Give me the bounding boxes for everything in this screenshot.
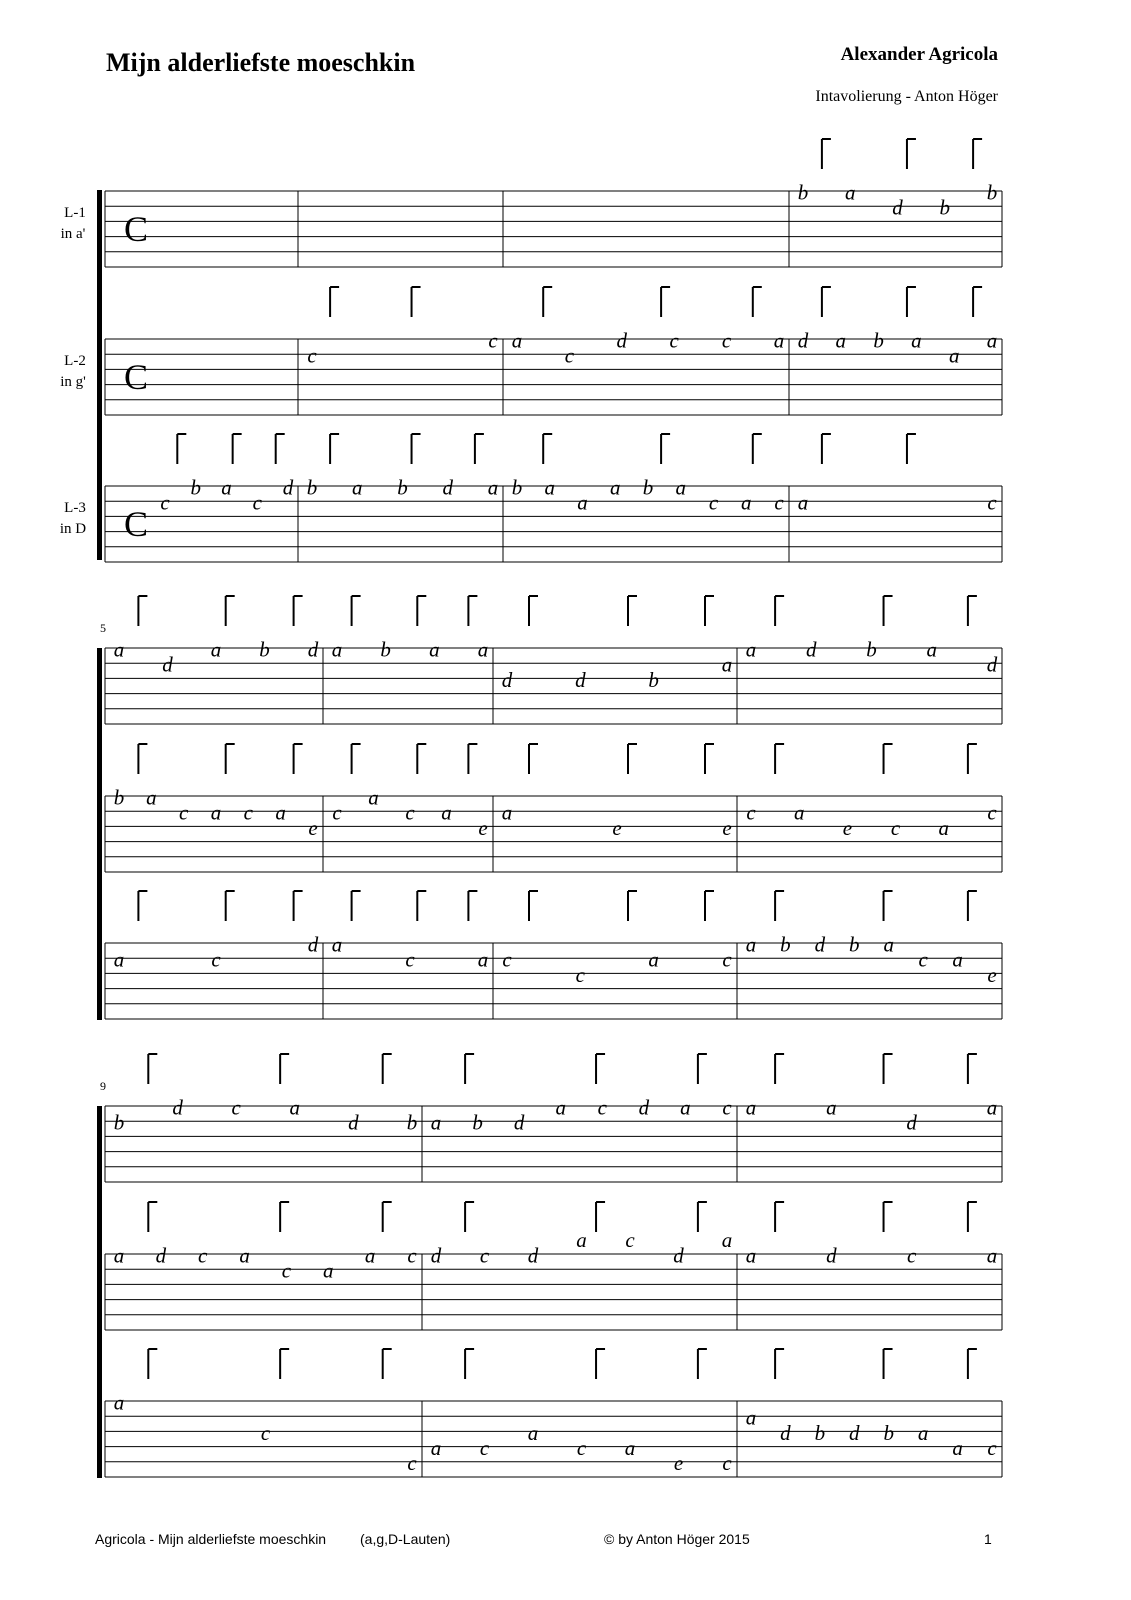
tab-letter: a	[544, 475, 555, 500]
tab-letter: a	[745, 1405, 757, 1430]
tab-letter: c	[564, 343, 575, 368]
tab-letter: a	[239, 1243, 250, 1268]
tab-letter: b	[986, 180, 998, 205]
tab-letter: a	[938, 815, 950, 840]
tab-letter: b	[113, 785, 125, 810]
tab-letter: a	[610, 475, 621, 500]
tab-letter: a	[624, 1435, 636, 1460]
tab-letter: a	[745, 637, 757, 662]
tab-letter: a	[826, 1095, 837, 1120]
tab-letter: c	[479, 1435, 490, 1460]
tab-letter: a	[289, 1095, 301, 1120]
tab-letter: b	[939, 195, 950, 220]
system-bracket	[97, 648, 102, 1020]
tab-letter: a	[441, 800, 452, 825]
tab-letter: e	[987, 962, 997, 987]
intabulation-credit: Intavolierung - Anton Höger	[815, 88, 998, 105]
tab-letter: d	[501, 667, 513, 692]
footer-piece-title: Agricola - Mijn alderliefste moeschkin	[95, 1531, 327, 1547]
tab-letter: b	[306, 475, 318, 500]
tab-letter: d	[849, 1420, 860, 1445]
tab-letter: b	[511, 475, 523, 500]
tab-letter: d	[906, 1110, 917, 1135]
tab-letter: a	[527, 1420, 539, 1445]
tab-letter: e	[673, 1451, 684, 1476]
tab-letter: c	[407, 1243, 417, 1268]
tab-letter: c	[502, 947, 512, 972]
tab-letter: e	[722, 815, 732, 840]
tab-letter: e	[478, 815, 488, 840]
tab-letter: a	[430, 1110, 442, 1135]
tab-letter: a	[952, 947, 963, 972]
tab-letter: a	[680, 1095, 691, 1120]
system-bracket	[97, 190, 102, 560]
part-label: L-2	[64, 353, 86, 369]
tab-letter: a	[797, 490, 809, 515]
tab-letter: d	[780, 1420, 791, 1445]
footer-copyright: © by Anton Höger 2015	[604, 1531, 750, 1547]
tab-letter: a	[210, 800, 222, 825]
tab-letter: a	[917, 1420, 929, 1445]
tab-letter: a	[429, 637, 440, 662]
tab-letter: a	[113, 947, 125, 972]
tab-letter: b	[866, 637, 877, 662]
tab-letter: c	[307, 343, 317, 368]
tab-letter: a	[883, 932, 894, 957]
tab-letter: b	[873, 328, 884, 353]
tab-letter: d	[155, 1243, 167, 1268]
footer-tuning-note: (a,g,D-Lauten)	[360, 1531, 451, 1547]
tab-letter: a	[555, 1095, 566, 1120]
tab-letter: a	[986, 1243, 998, 1268]
tab-letter: e	[842, 815, 853, 840]
tab-letter: c	[252, 490, 262, 515]
part-tuning: in D	[59, 521, 87, 537]
tab-letter: d	[806, 637, 817, 662]
tab-letter: d	[527, 1243, 539, 1268]
tab-letter: c	[405, 947, 415, 972]
tab-letter: a	[741, 490, 752, 515]
tab-letter: b	[648, 667, 659, 692]
part-label: L-1	[64, 205, 86, 221]
tab-letter: a	[952, 1435, 963, 1460]
tab-letter: a	[501, 800, 513, 825]
tab-letter: c	[708, 490, 719, 515]
tab-letter: b	[380, 637, 391, 662]
tab-letter: c	[987, 800, 997, 825]
tab-letter: a	[745, 1095, 757, 1120]
tab-letter: c	[774, 490, 784, 515]
tab-letter: c	[211, 947, 221, 972]
tab-letter: b	[259, 637, 270, 662]
tab-letter: a	[721, 1228, 733, 1253]
tab-letter: d	[797, 328, 809, 353]
tab-letter: a	[911, 328, 922, 353]
tab-letter: a	[364, 1243, 376, 1268]
tab-letter: a	[793, 800, 805, 825]
tab-letter: c	[722, 1095, 732, 1120]
part-label: L-3	[64, 500, 86, 516]
page-number: 1	[984, 1531, 992, 1547]
tab-letter: c	[407, 1451, 417, 1476]
tab-letter: d	[986, 652, 998, 677]
tab-letter: d	[616, 328, 628, 353]
tab-letter: a	[113, 1243, 125, 1268]
tab-letter: b	[814, 1420, 826, 1445]
tab-letter: c	[987, 490, 997, 515]
tab-letter: a	[648, 947, 659, 972]
tab-letter: b	[190, 475, 201, 500]
tab-letter: d	[814, 932, 826, 957]
tab-letter: a	[146, 785, 157, 810]
tab-letter: c	[918, 947, 928, 972]
tab-letter: a	[331, 932, 343, 957]
tab-letter: c	[576, 1435, 587, 1460]
tab-letter: c	[231, 1095, 241, 1120]
tab-letter: a	[113, 1390, 125, 1415]
tab-letter: c	[243, 800, 253, 825]
tab-letter: a	[675, 475, 686, 500]
tab-letter: d	[348, 1110, 359, 1135]
tab-letter: a	[948, 343, 960, 368]
tab-letter: c	[597, 1095, 607, 1120]
tab-letter: d	[673, 1243, 684, 1268]
tab-letter: a	[986, 1095, 998, 1120]
tab-letter: b	[780, 932, 791, 957]
time-signature-c: C	[124, 357, 149, 397]
tab-letter: d	[826, 1243, 837, 1268]
page-footer	[0, 1531, 1131, 1555]
tab-letter: a	[275, 800, 286, 825]
tab-letter: c	[907, 1243, 917, 1268]
tab-letter: c	[260, 1420, 271, 1445]
tab-letter: a	[221, 475, 232, 500]
tab-letter: d	[307, 637, 319, 662]
tab-letter: a	[487, 475, 499, 500]
tab-letter: c	[179, 800, 189, 825]
measure-number: 5	[100, 621, 106, 635]
tab-letter: d	[282, 475, 294, 500]
tab-letter: d	[513, 1110, 525, 1135]
tab-letter: a	[745, 932, 757, 957]
tab-letter: c	[160, 490, 170, 515]
tab-letter: b	[849, 932, 860, 957]
tab-letter: c	[488, 328, 498, 353]
tab-letter: d	[162, 652, 173, 677]
tab-letter: a	[210, 637, 222, 662]
tab-letter: c	[575, 962, 585, 987]
tab-letter: d	[307, 932, 319, 957]
tab-letter: a	[845, 180, 856, 205]
tab-letter: b	[472, 1110, 483, 1135]
tab-letter: a	[511, 328, 523, 353]
tab-letter: a	[773, 328, 785, 353]
tab-letter: a	[926, 637, 937, 662]
tab-letter: b	[406, 1110, 418, 1135]
tab-letter: a	[576, 1228, 587, 1253]
tab-letter: c	[987, 1435, 997, 1460]
tab-letter: d	[638, 1095, 650, 1120]
tab-letter: b	[113, 1110, 125, 1135]
tab-letter: a	[331, 637, 343, 662]
tab-letter: c	[281, 1258, 292, 1283]
tab-letter: d	[430, 1243, 442, 1268]
tab-letter: a	[721, 652, 733, 677]
tab-letter: c	[479, 1243, 490, 1268]
composer-name: Alexander Agricola	[840, 44, 998, 65]
part-tuning: in g'	[60, 374, 86, 390]
tab-letter: a	[835, 328, 847, 353]
tab-letter: c	[625, 1228, 635, 1253]
tab-letter: c	[332, 800, 342, 825]
time-signature-c: C	[124, 504, 149, 544]
tab-letter: b	[397, 475, 408, 500]
tab-letter: c	[722, 947, 732, 972]
tab-letter: a	[368, 785, 379, 810]
tab-letter: e	[308, 815, 318, 840]
tab-letter: d	[442, 475, 453, 500]
tab-letter: c	[721, 328, 732, 353]
tab-letter: c	[746, 800, 756, 825]
tab-letter: b	[883, 1420, 894, 1445]
tab-letter: d	[172, 1095, 183, 1120]
piece-title: Mijn alderliefste moeschkin	[106, 48, 416, 77]
part-tuning: in a'	[60, 226, 86, 242]
tab-letter: c	[669, 328, 679, 353]
system-bracket	[97, 1106, 102, 1478]
tab-letter: a	[986, 328, 998, 353]
time-signature-c: C	[124, 209, 149, 249]
tab-letter: c	[405, 800, 415, 825]
tab-letter: a	[745, 1243, 757, 1268]
tab-letter: a	[323, 1258, 334, 1283]
measure-number: 9	[100, 1079, 106, 1093]
tab-letter: d	[575, 667, 586, 692]
tab-letter: e	[612, 815, 622, 840]
tab-letter: b	[797, 180, 809, 205]
tab-letter: d	[892, 195, 903, 220]
tab-letter: c	[198, 1243, 208, 1268]
tab-letter: a	[113, 637, 125, 662]
tab-letter: a	[577, 490, 588, 515]
tab-letter: c	[722, 1451, 732, 1476]
tab-letter: a	[430, 1435, 442, 1460]
tab-letter: c	[890, 815, 901, 840]
tab-letter: a	[352, 475, 363, 500]
tab-letter: a	[477, 947, 489, 972]
tab-letter: a	[477, 637, 489, 662]
tab-letter: b	[642, 475, 654, 500]
